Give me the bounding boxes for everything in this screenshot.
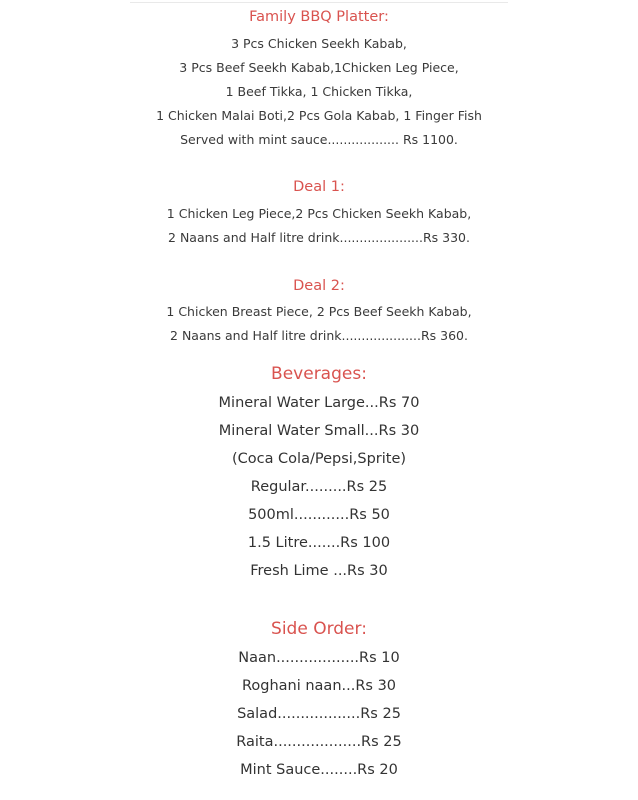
- platter-line: 1 Beef Tikka, 1 Chicken Tikka,: [225, 84, 413, 99]
- deal-2-price-line: 2 Naans and Half litre drink....................Rs 360.: [170, 328, 468, 343]
- section-heading-side-order: Side Order:: [271, 619, 367, 639]
- top-divider: [130, 2, 508, 3]
- beverage-item: Mineral Water Large...Rs 70: [218, 395, 420, 411]
- side-order-item: Roghani naan...Rs 30: [241, 678, 397, 694]
- platter-line: 3 Pcs Beef Seekh Kabab,1Chicken Leg Piece,: [179, 60, 459, 75]
- side-order-item: Mint Sauce........Rs 20: [240, 762, 398, 778]
- beverage-item: 1.5 Litre.......Rs 100: [247, 535, 391, 551]
- side-order-item: Naan..................Rs 10: [238, 650, 400, 666]
- side-order-item: Raita...................Rs 25: [236, 734, 402, 750]
- beverage-item: (Coca Cola/Pepsi,Sprite): [231, 451, 407, 467]
- beverage-item: 500ml............Rs 50: [248, 507, 390, 523]
- section-heading-family-bbq-platter: Family BBQ Platter:: [249, 9, 389, 25]
- deal-1-line: 1 Chicken Leg Piece,2 Pcs Chicken Seekh Kabab,: [166, 206, 472, 221]
- platter-price-line: Served with mint sauce.................. Rs 1100.: [180, 132, 458, 147]
- platter-line: 3 Pcs Chicken Seekh Kabab,: [231, 36, 407, 51]
- beverage-item: Mineral Water Small...Rs 30: [218, 423, 420, 439]
- section-heading-beverages: Beverages:: [271, 364, 367, 384]
- beverage-item: Fresh Lime ...Rs 30: [250, 563, 388, 579]
- section-heading-deal-1: Deal 1:: [293, 179, 345, 195]
- beverage-item: Regular.........Rs 25: [250, 479, 388, 495]
- deal-1-price-line: 2 Naans and Half litre drink.....................Rs 330.: [168, 230, 470, 245]
- section-heading-deal-2: Deal 2:: [293, 278, 345, 294]
- deal-2-line: 1 Chicken Breast Piece, 2 Pcs Beef Seekh Kabab,: [166, 304, 472, 319]
- platter-line: 1 Chicken Malai Boti,2 Pcs Gola Kabab, 1 Finger Fish: [156, 108, 482, 123]
- side-order-item: Salad..................Rs 25: [237, 706, 401, 722]
